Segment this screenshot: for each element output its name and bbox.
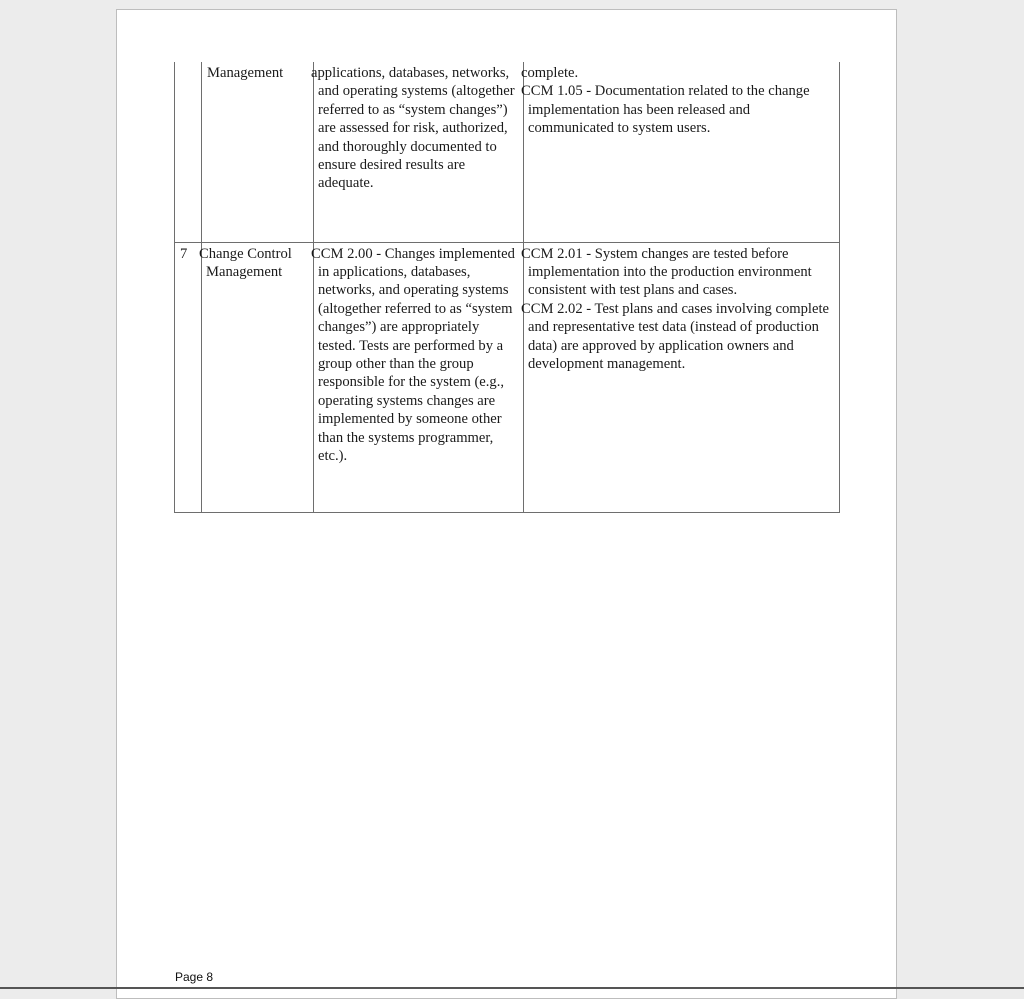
- control-activity: complete.: [521, 65, 579, 81]
- row-number-cell: [175, 62, 202, 242]
- document-page: [116, 9, 897, 999]
- table-row: [175, 62, 840, 242]
- control-activities-cell: [521, 62, 840, 242]
- control-area-cell: Management: [202, 62, 314, 242]
- control-activities-cell: [521, 242, 840, 512]
- control-activity: CCM 1.05 - Documentation related to the change implementation has been released and communicated to system users.: [521, 83, 810, 137]
- control-objective-cell: applications, databases, networks, and operating systems (altogether referred to as “system changes”) are assessed for risk, authorized, and thoroughly documented to ensure desired results are adequate.: [314, 62, 524, 242]
- control-activity: CCM 2.01 - System changes are tested before implementation into the production environment consistent with test plans and cases.: [521, 245, 812, 299]
- control-activity: CCM 2.02 - Test plans and cases involving complete and representative test data (instead of production data) are approved by application owners and development management.: [521, 300, 829, 372]
- control-table: [174, 62, 840, 513]
- page-number: Page 8: [175, 970, 214, 984]
- control-area-cell: Change Control Management: [202, 242, 314, 512]
- row-number-cell: 7: [175, 242, 202, 512]
- table-row: [175, 242, 840, 512]
- control-objective-cell: CCM 2.00 - Changes implemented in applications, databases, networks, and operating systems (altogether referred to as “system changes”) are appropriately tested. Tests are performed by a group other than the group responsible for the system (e.g., operating systems changes are implemented by someone other than the systems programmer, etc.).: [314, 242, 524, 512]
